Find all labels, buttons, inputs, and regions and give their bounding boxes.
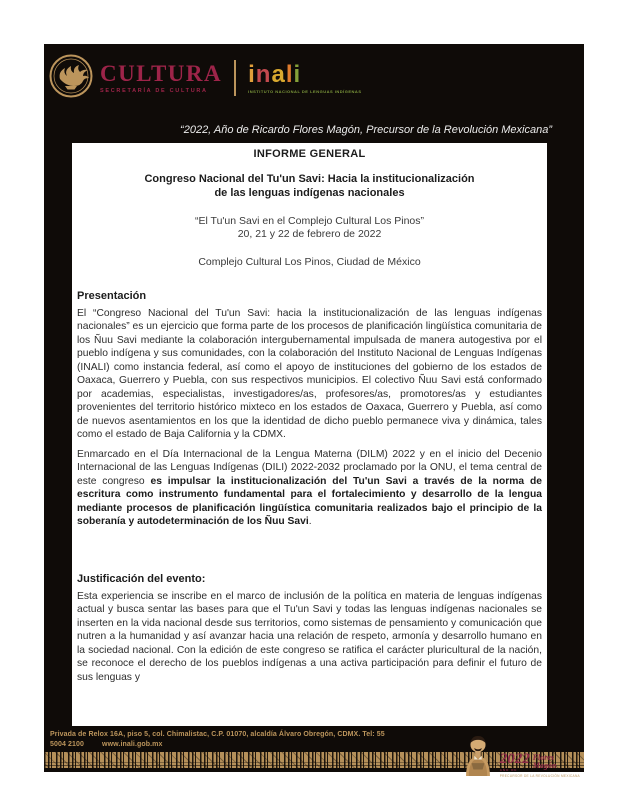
venue-quote: “El Tu'un Savi en el Complejo Cultural Los Pinos” bbox=[194, 214, 425, 227]
inali-letter: i bbox=[293, 60, 302, 88]
year-logo-sub: AÑO DE bbox=[499, 768, 518, 772]
year-logo-name-line2: Magón bbox=[532, 761, 557, 770]
website-link[interactable]: www.inali.gob.mx bbox=[102, 740, 163, 748]
header-logos bbox=[48, 52, 361, 104]
year-logo-caption: PRECURSOR DE LA REVOLUCIÓN MEXICANA bbox=[499, 774, 580, 778]
address-line1: Privada de Relox 16A, piso 5, col. Chimalistac, C.P. 01070, alcaldía Álvaro Obregón, CDMX. Tel: 55 bbox=[50, 731, 385, 738]
event-location: Complejo Cultural Los Pinos, Ciudad de México bbox=[198, 255, 421, 268]
footer-address bbox=[50, 730, 470, 749]
document-frame bbox=[44, 44, 584, 778]
year-quote: “2022, Año de Ricardo Flores Magón, Precursor de la Revolución Mexicana” bbox=[180, 124, 552, 136]
inali-logo bbox=[248, 60, 362, 94]
report-title: INFORME GENERAL bbox=[253, 148, 366, 160]
section-heading: Justificación del evento: bbox=[77, 572, 206, 585]
section-heading: Presentación bbox=[77, 289, 147, 302]
cultura-subtitle: SECRETARÍA DE CULTURA bbox=[100, 88, 208, 94]
cultura-logo bbox=[100, 62, 222, 94]
congress-title-line2: de las lenguas indígenas nacionales bbox=[214, 186, 405, 199]
document-sections bbox=[77, 290, 542, 685]
cultura-wordmark: CULTURA bbox=[100, 61, 223, 86]
address-line2-tel: 5004 2100 bbox=[50, 740, 84, 748]
congress-title bbox=[77, 173, 542, 201]
paragraph: Esta experiencia se inscribe en el marco de inclusión de la política en materia de lenguas indígenas actual y busca sentar las bases para que el Tu'un Savi y todas las lenguas indígenas nacionales se inserten en la vida nacional desde sus territorios, como sistemas de pensamiento y comunicación que nutren a la humanidad y así avanzar hacia una relación de respeto, armonía y desarrollo humano en la sociedad nacional. Con la edición de este congreso se ratifica el carácter pluricultural de la nación, se reconoce el derecho de los pueblos indígenas a una activa participación para definir el futuro de sus lenguas y bbox=[77, 590, 542, 683]
paragraph: El “Congreso Nacional del Tu'un Savi: hacia la institucionalización de las lenguas indígenas nacionales” es un ejercicio que forma parte de los procesos de planificación lingüística comunitaria de los Ñuu Savi mediante la colaboración intergubernamental impulsada de manera autogestiva por el pueblo indígena y sus comunidades, con la colaboración del Instituto Nacional de Lenguas Indígenas (INALI) como instancia federal, así como el apoyo de instituciones del gobierno de los estados de Oaxaca, Guerrero y Puebla, con sus respectivos municipios. El colectivo Ñuu Savi está conformado por academias, especialistas, investigadores/as, profesores/as, promotores/as y estudiantes provenientes del territorio histórico mixteco en los estados de Oaxaca, Guerrero y Puebla, así como de nuevos asentamientos en los que la identidad de dicho pueblo permanece viva y dinámica, tales como el estado de Baja California y la CDMX. bbox=[77, 307, 542, 441]
inali-subtitle: INSTITUTO NACIONAL DE LENGUAS INDÍGENAS bbox=[248, 88, 362, 94]
congress-title-line1: Congreso Nacional del Tu'un Savi: Hacia la institucionalización bbox=[144, 173, 475, 185]
year-logo bbox=[500, 752, 580, 778]
inali-letter: n bbox=[255, 60, 272, 88]
year-logo-name bbox=[533, 754, 557, 771]
inali-letter: a bbox=[271, 60, 286, 88]
paragraph: Enmarcado en el Día Internacional de la Lengua Materna (DILM) 2022 y en el inicio del Decenio Internacional de las Lenguas Indígenas (DILI) 2022-2032 proclamado por la ONU, el tema central de este congreso es impulsar la institucionalización del Tu'un Savi a través de la norma de escritura como instrumento fundamental para el fortalecimiento y desarrollo de la lengua mediante procesos de planificación lingüística comunitaria realizados bajo el principio de la soberanía y autodeterminación de los Ñuu Savi. bbox=[77, 448, 542, 528]
document-page bbox=[72, 143, 547, 726]
magon-portrait-icon bbox=[459, 730, 497, 781]
inali-letters bbox=[248, 60, 361, 88]
inali-letter: l bbox=[285, 60, 294, 88]
logo-divider bbox=[234, 60, 236, 96]
event-dates: 20, 21 y 22 de febrero de 2022 bbox=[237, 228, 382, 241]
inali-letter: i bbox=[248, 60, 256, 88]
flores-magon-badge bbox=[459, 730, 580, 781]
year-logo-name-line1: Flores bbox=[532, 752, 555, 762]
eagle-emblem-icon bbox=[48, 53, 94, 104]
year-logo-year: 2022 bbox=[499, 751, 530, 767]
address-line2 bbox=[50, 740, 470, 750]
